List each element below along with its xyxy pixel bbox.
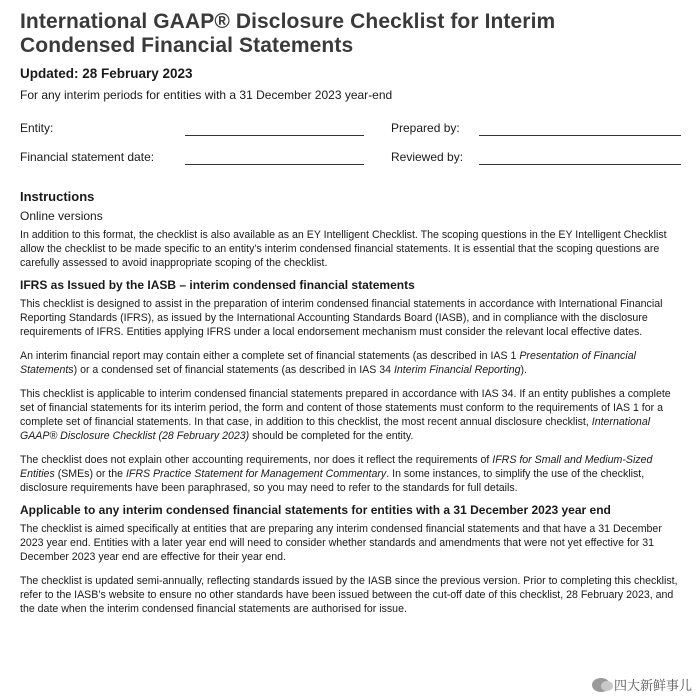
ifrs-paragraph-1: This checklist is designed to assist in the preparation of interim condensed financial statements in accordance with International Financial Reporting Standards (IFRS), as issued by the International Accounting Standards Board (IASB), and in compliance with the disclosure requirements of IFRS. Entities applying IFRS under a local endorsement mechanism must consider the relevant local effective dates. — [20, 298, 663, 338]
applicable-heading: Applicable to any interim condensed financial statements for entities with a 31 December 2023 year end — [20, 503, 611, 517]
document-title — [20, 10, 685, 58]
ifrs-heading: IFRS as Issued by the IASB – interim condensed financial statements — [20, 278, 415, 292]
reviewed-by-label: Reviewed by: — [391, 150, 464, 164]
ifrs-paragraph-3: This checklist is applicable to interim condensed financial statements prepared in accordance with IAS 34. If an entity publishes a complete set of financial statements for its interim period, the form and content of those statements must conform to the requirements of IAS 1 for a complete set of financial statements. In that case, in addition to this checklist, the most recent annual disclosure checklist, International GAAP® Disclosure Checklist (28 February 2023) should be completed for the entity. — [20, 388, 671, 442]
periods-note: For any interim periods for entities with a 31 December 2023 year-end — [20, 88, 393, 102]
updated-date: Updated: 28 February 2023 — [20, 66, 193, 81]
title-line-2: Condensed Financial Statements — [20, 34, 354, 57]
prepared-by-label: Prepared by: — [391, 121, 460, 135]
entity-field[interactable] — [185, 135, 364, 136]
signoff-form — [20, 113, 685, 175]
instructions-heading: Instructions — [20, 189, 95, 204]
document-page — [20, 10, 685, 616]
online-versions-heading: Online versions — [20, 209, 103, 223]
watermark — [592, 675, 692, 694]
fs-date-label: Financial statement date: — [20, 150, 155, 164]
entity-label: Entity: — [20, 121, 54, 135]
title-line-1: International GAAP® Disclosure Checklist for Interim — [20, 10, 556, 33]
watermark-text: 四大新鲜事儿 — [613, 679, 692, 694]
online-versions-text: In addition to this format, the checklist is also available as an EY Intelligent Checklist. The scoping questions in the EY Intelligent Checklist allow the checklist to be made specific to an entity’s interim condensed financial statements. It is essential that the scoping questions are carefully assessed to avoid inappropriate scoping of the checklist. — [20, 229, 667, 269]
prepared-by-field[interactable] — [479, 135, 681, 136]
applicable-paragraph-1: The checklist is aimed specifically at entities that are preparing any interim condensed financial statements and that have a 31 December 2023 year end. Entities with a later year end will need to consider whether standards and amendments that were not yet effective for 31 December 2023 year end are effective for their year end. — [20, 523, 662, 563]
fs-date-field[interactable] — [185, 164, 364, 165]
reviewed-by-field[interactable] — [479, 164, 681, 165]
ifrs-paragraph-2: An interim financial report may contain either a complete set of financial statements (as described in IAS 1 Presentation of Financial Statements) or a condensed set of financial statements (as described in IAS 34 Interim Financial Reporting). — [20, 350, 636, 376]
wechat-icon — [592, 678, 610, 692]
ifrs-paragraph-4: The checklist does not explain other accounting requirements, nor does it reflect the requirements of IFRS for Small and Medium-Sized Entities (SMEs) or the IFRS Practice Statement for Management Commentary. In some instances, to simplify the use of the checklist, disclosure requirements have been paraphrased, so you may need to refer to the standards for full details. — [20, 454, 653, 494]
applicable-paragraph-2: The checklist is updated semi-annually, reflecting standards issued by the IASB since the previous version. Prior to completing this checklist, refer to the IASB’s website to ensure no other standards have been issued between the cut-off date of this checklist, 28 February 2023, and the date when the interim condensed financial statements are authorised for issue. — [20, 575, 678, 615]
